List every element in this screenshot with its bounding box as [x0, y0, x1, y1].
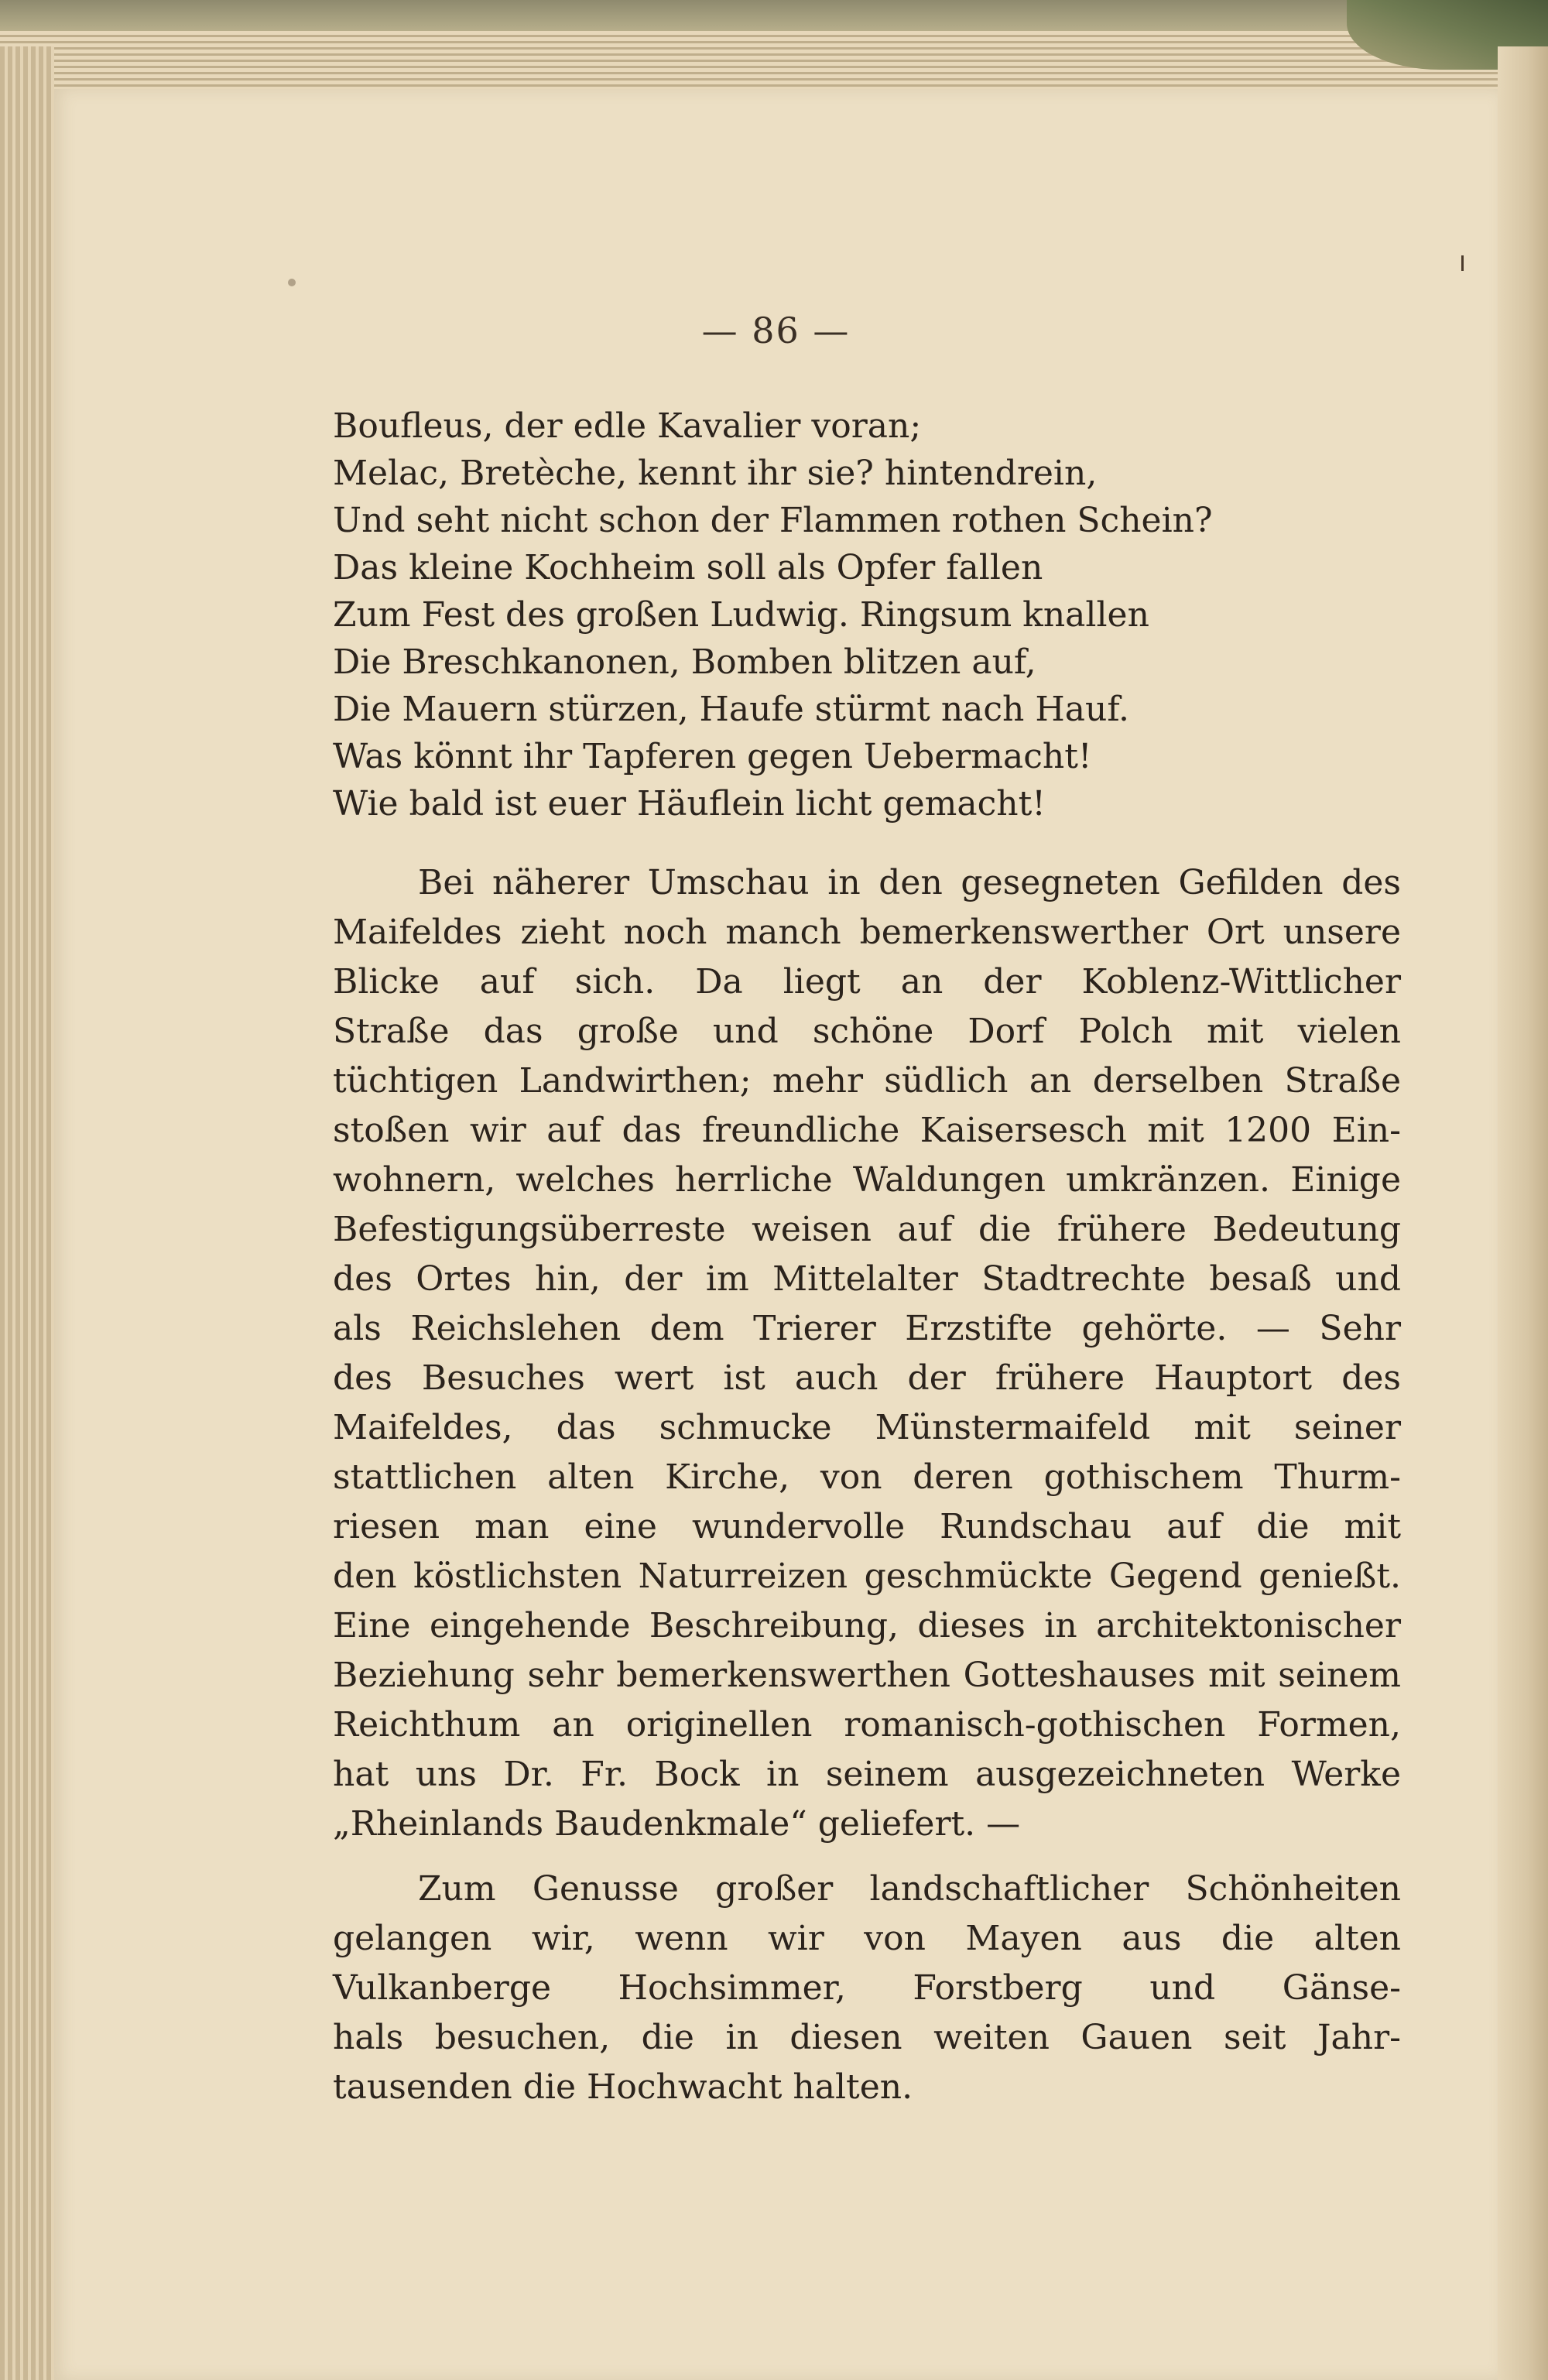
paragraph-line: wohnern, welches herrliche Waldungen umkränzen. Einige: [333, 1160, 1401, 1200]
paragraph-line: riesen man eine wundervolle Rundschau auf die mit: [333, 1507, 1401, 1546]
paragraph-line: Reichthum an originellen romanisch-gothischen Formen,: [333, 1705, 1401, 1745]
verse-line: Und seht nicht schon der Flammen rothen Schein?: [333, 501, 1213, 540]
verse-line: Das kleine Kochheim soll als Opfer fallen: [333, 548, 1043, 587]
paragraph-line: hals besuchen, die in diesen weiten Gauen seit Jahr-: [333, 2018, 1401, 2057]
verse-block: [333, 402, 1401, 827]
book-page: [54, 89, 1498, 2380]
page-stack-top: [0, 31, 1525, 93]
verse-line: Die Mauern stürzen, Haufe stürmt nach Hauf.: [333, 690, 1130, 729]
verse-line: Boufleus, der edle Kavalier voran;: [333, 406, 922, 446]
verse-line: Zum Fest des großen Ludwig. Ringsum knallen: [333, 595, 1149, 635]
paragraph-2: [333, 1865, 1401, 2112]
paragraph-line: gelangen wir, wenn wir von Mayen aus die alten: [333, 1919, 1401, 1958]
paragraph-line: „Rheinlands Baudenkmale“ geliefert. —: [333, 1804, 1021, 1844]
page-stack-left: [0, 46, 54, 2380]
paragraph-line: Eine eingehende Beschreibung, dieses in architektonischer: [333, 1606, 1401, 1645]
paragraph-line: hat uns Dr. Fr. Bock in seinem ausgezeichneten Werke: [333, 1755, 1401, 1794]
paragraph-line: Beziehung sehr bemerkenswerthen Gotteshauses mit seinem: [333, 1656, 1401, 1695]
paragraph-line: tüchtigen Landwirthen; mehr südlich an derselben Straße: [333, 1061, 1401, 1101]
paragraph-line: Vulkanberge Hochsimmer, Forstberg und Gänse-: [333, 1968, 1401, 2008]
verse-line: Was könnt ihr Tapferen gegen Uebermacht!: [333, 737, 1092, 776]
verse-line: Melac, Bretèche, kennt ihr sie? hintendrein,: [333, 454, 1098, 493]
verse-line: Die Breschkanonen, Bomben blitzen auf,: [333, 642, 1036, 682]
verse-line: Wie bald ist euer Häuflein licht gemacht!: [333, 784, 1046, 824]
paragraph-line: des Besuches wert ist auch der frühere Hauptort des: [333, 1358, 1401, 1398]
paragraph-line: Maifeldes zieht noch manch bemerkenswerther Ort unsere: [333, 913, 1401, 952]
paragraph-line: des Ortes hin, der im Mittelalter Stadtrechte besaß und: [333, 1259, 1401, 1299]
paragraph-line: stattlichen alten Kirche, von deren gothischem Thurm-: [333, 1457, 1401, 1497]
paragraph-line: Befestigungsüberreste weisen auf die frühere Bedeutung: [333, 1210, 1401, 1249]
paper-speck: [288, 279, 296, 286]
paragraph-1: [333, 858, 1401, 1849]
paragraph-line: Maifeldes, das schmucke Münstermaifeld mit seiner: [333, 1408, 1401, 1447]
paragraph-line: Zum Genusse großer landschaftlicher Schönheiten: [418, 1869, 1401, 1909]
page-text: [333, 402, 1401, 2128]
paragraph-line: als Reichslehen dem Trierer Erzstifte gehörte. — Sehr: [333, 1309, 1401, 1348]
paragraph-line: Bei näherer Umschau in den gesegneten Gefilden des: [418, 863, 1401, 902]
paragraph-line: Blicke auf sich. Da liegt an der Koblenz-Wittlicher: [333, 962, 1401, 1002]
paragraph-line: den köstlichsten Naturreizen geschmückte Gegend genießt.: [333, 1556, 1401, 1596]
paragraph-line: tausenden die Hochwacht halten.: [333, 2067, 913, 2107]
paragraph-line: Straße das große und schöne Dorf Polch mit vielen: [333, 1012, 1401, 1051]
margin-mark: [1461, 255, 1464, 271]
page-right-edge: [1498, 46, 1548, 2380]
page-number: — 86 —: [701, 310, 851, 351]
paragraph-line: stoßen wir auf das freundliche Kaisersesch mit 1200 Ein-: [333, 1111, 1401, 1150]
